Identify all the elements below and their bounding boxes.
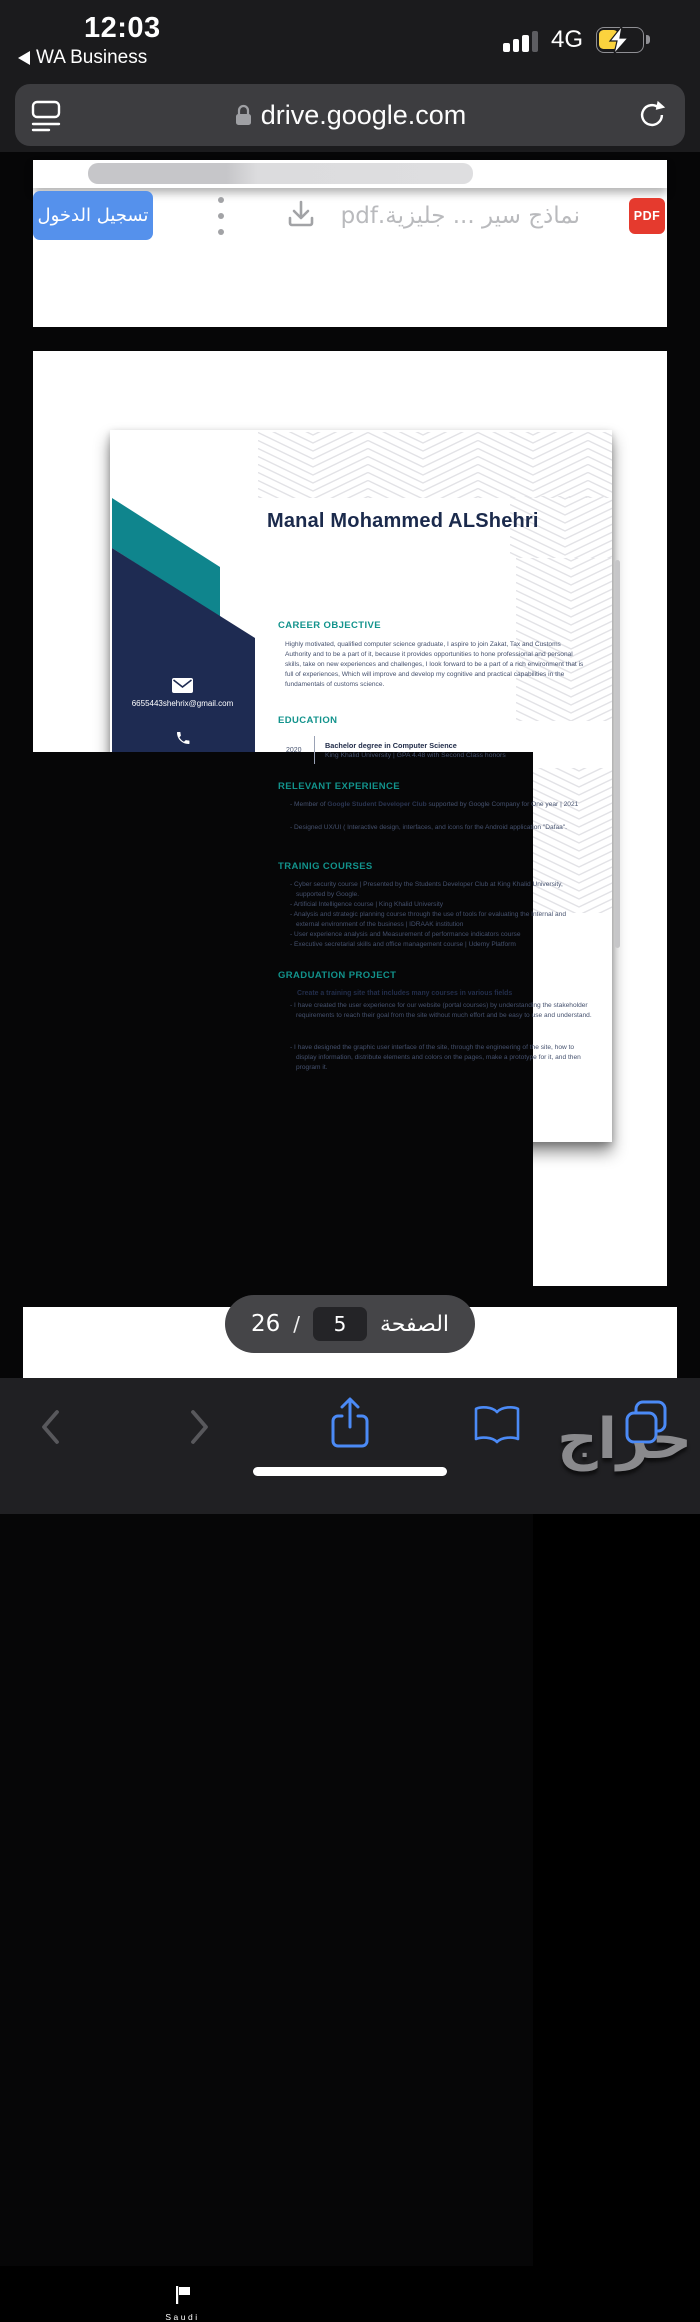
graduation-subtitle: Create a training site that includes many courses in various fields [297, 990, 513, 997]
url-display [15, 84, 685, 146]
scrolled-bar [88, 163, 473, 184]
education-divider [314, 736, 315, 764]
download-button[interactable] [285, 198, 317, 230]
page-indicator-total: 26 [250, 1311, 281, 1337]
experience-item-2: - Designed UX/UI ( Interactive design, interfaces, and icons for the Android application "Dafaa". [290, 824, 568, 831]
reload-button[interactable] [635, 98, 669, 132]
graduation-item-2: - I have designed the graphic user interface of the site, through the engineering of the site, how to display information, distribute elements and colors on the pages, make a prototype for it, and then program it. [290, 1044, 581, 1071]
signin-label: تسجيل الدخول [37, 205, 149, 226]
education-year: 2020 [286, 746, 302, 754]
page-indicator-separator: / [293, 1312, 300, 1336]
pdf-file-icon [629, 198, 665, 234]
cellular-signal-icon [503, 30, 543, 52]
share-icon [327, 1394, 373, 1452]
education-entry [286, 736, 506, 764]
clock: 12:03 [84, 12, 161, 44]
training-item: - Cyber security course | Presented by the Students Developer Club at King Khalid University, supported by Google. [290, 881, 563, 898]
signin-button[interactable] [33, 191, 153, 240]
download-icon [285, 198, 317, 230]
back-button[interactable] [32, 1405, 68, 1449]
back-to-app[interactable] [18, 47, 147, 69]
chevron-left-icon [38, 1408, 62, 1446]
url-text: drive.google.com [260, 99, 467, 130]
back-triangle-icon [18, 51, 30, 65]
forward-button[interactable] [182, 1405, 218, 1449]
battery-charging-icon [596, 27, 652, 53]
training-item: - Artificial Intelligence course | King Khalid University [290, 901, 444, 908]
phone-icon [175, 730, 191, 746]
chevron-right-icon [188, 1408, 212, 1446]
section-title-career: CAREER OBJECTIVE [278, 620, 382, 631]
section-title-experience: RELEVANT EXPERIENCE [278, 781, 400, 792]
training-item: - User experience analysis and Measurement of performance indicators course [290, 931, 521, 938]
viewer-scrollbar[interactable] [615, 560, 620, 948]
page-indicator [225, 1295, 475, 1353]
page-indicator-label: الصفحة [380, 1311, 450, 1337]
resume-name: Manal Mohammed ALShehri [267, 510, 539, 532]
drive-pdf-toolbar [33, 160, 667, 327]
graduation-item-1: - I have created the user experience for our website (portal courses) by understanding the stakeholder requirements to reach their goal from the site without much effort and be easy to use and understand. [290, 1002, 592, 1019]
charging-bolt-icon [605, 25, 633, 55]
home-indicator[interactable] [253, 1467, 447, 1476]
safari-address-bar[interactable] [15, 84, 685, 146]
career-objective-text: Highly motivated, qualified computer science graduate, I aspire to join Zakat, Tax and Customs Authority and to be a part of it, because it provides opportunities to hone professional and personal skills, take on new experiences and challenges, I look forward to be a part of a rich environment that is full of experiences, Which will improve and develop my cognitive and practical capabilities in the fundamentals of customs science. [285, 641, 584, 688]
experience-item-1: - Member of Google Student Developer Club supported by Google Company for One year | 2021 [290, 801, 579, 808]
network-type: 4G [551, 26, 584, 53]
status-and-address-bar [0, 0, 700, 152]
section-title-graduation: GRADUATION PROJECT [278, 970, 397, 981]
bookmarks-button[interactable] [471, 1401, 523, 1449]
training-list [286, 880, 588, 950]
book-icon [471, 1403, 523, 1447]
resume-main-column [278, 430, 594, 1142]
section-title-education: EDUCATION [278, 715, 338, 726]
training-item: - Executive secretarial skills and office management course | Udemy Platform [290, 941, 516, 948]
share-button[interactable] [327, 1393, 373, 1453]
previous-page-edge [33, 160, 667, 188]
pdf-badge-label: PDF [633, 209, 661, 223]
contact-location: Saudi [165, 2312, 200, 2322]
contact-email: 6655443shehrix@gmail.com [131, 699, 234, 708]
email-icon [172, 678, 193, 693]
flag-icon [175, 2286, 191, 2304]
education-details: King Khalid University | GPA 4.48 with Second Class honors [325, 751, 506, 759]
more-options-button[interactable] [215, 197, 227, 235]
haraj-watermark: حراج [557, 1407, 692, 1472]
section-title-training: TRAINIG COURSES [278, 861, 373, 872]
reload-icon [636, 99, 668, 131]
back-app-label: WA Business [36, 47, 148, 68]
training-item: - Analysis and strategic planning course through the use of tools for evaluating the Internal and external environment of the business | IDRAAK institution [290, 911, 567, 928]
safari-toolbar [0, 1378, 700, 1514]
lock-icon [234, 103, 252, 127]
pdf-filename: نماذج سير ... جليزية.pdf [340, 203, 580, 229]
page-number-input[interactable]: 5 [313, 1307, 367, 1341]
education-degree: Bachelor degree in Computer Science [325, 740, 457, 750]
